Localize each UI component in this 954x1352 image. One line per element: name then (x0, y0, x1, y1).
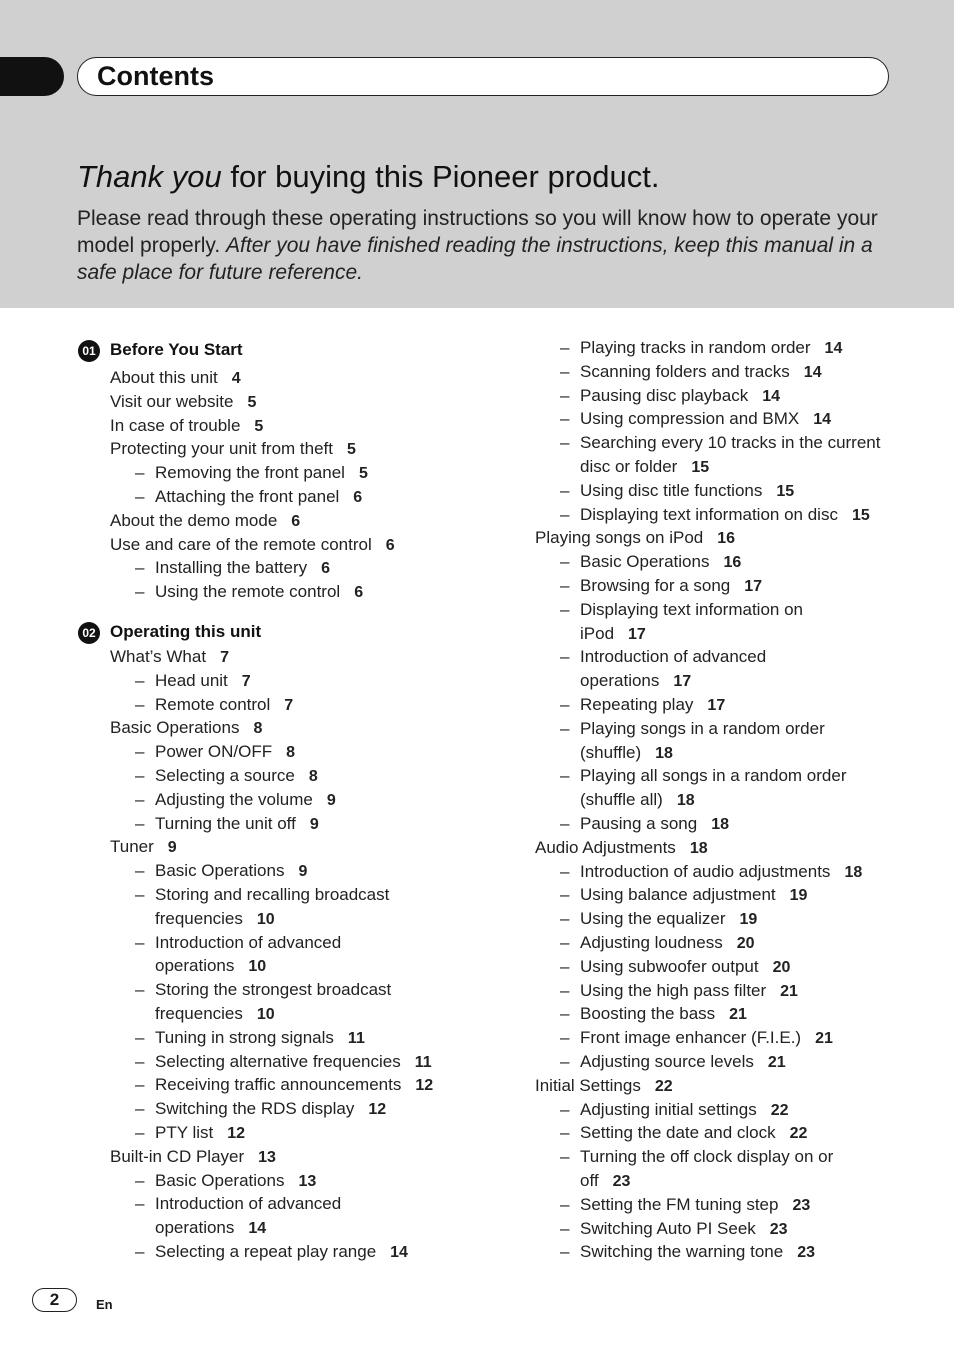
toc-entry-page: 8 (286, 744, 296, 762)
toc-entry-label: frequencies (155, 1004, 243, 1023)
toc-dash: – (560, 1123, 570, 1143)
toc-dash: – (560, 647, 570, 667)
toc-dash: – (560, 909, 570, 929)
toc-entry[interactable] (560, 1026, 833, 1051)
toc-entry[interactable] (560, 384, 781, 409)
toc-entry[interactable] (135, 740, 296, 765)
toc-dash: – (560, 1004, 570, 1024)
toc-entry-page: 16 (723, 554, 742, 572)
toc-dash: – (135, 861, 145, 881)
toc-entry-label: Browsing for a song (580, 576, 731, 595)
toc-entry-page: 9 (309, 815, 319, 833)
toc-entry-label: Switching Auto PI Seek (580, 1218, 756, 1238)
toc-entry[interactable] (560, 979, 798, 1004)
toc-entry-page: 23 (612, 1173, 631, 1190)
toc-entry-label: Storing the strongest broadcast (155, 980, 392, 1000)
intro-italic: After you have finished reading the instructions, keep this manual in a safe place for future reference. (77, 234, 873, 284)
toc-entry[interactable] (535, 526, 735, 551)
toc-entry-label: Introduction of advanced (155, 932, 342, 952)
toc-dash: – (560, 504, 570, 524)
toc-entry-label: Scanning folders and tracks (580, 361, 790, 381)
thanks-rest: for buying this Pioneer product. (221, 159, 660, 194)
toc-entry[interactable] (135, 764, 318, 789)
toc-entry-label: Selecting a source (155, 766, 295, 785)
toc-dash: – (560, 480, 570, 500)
toc-entry-page: 14 (762, 387, 781, 405)
toc-dash: – (560, 766, 570, 786)
toc-entry-label: Basic Operations (580, 552, 710, 572)
toc-entry[interactable] (580, 455, 709, 480)
toc-entry-label: Attaching the front panel (155, 487, 340, 506)
toc-dash: – (135, 463, 145, 483)
toc-dash: – (135, 813, 145, 833)
toc-entry[interactable] (135, 693, 294, 718)
toc-entry[interactable] (135, 978, 392, 1002)
toc-entry[interactable] (135, 485, 363, 510)
toc-entry[interactable] (580, 1169, 630, 1194)
toc-entry[interactable] (110, 645, 229, 670)
toc-entry-page: 20 (736, 935, 755, 952)
toc-entry[interactable] (535, 836, 708, 861)
toc-dash: – (560, 718, 570, 738)
toc-dash: – (135, 1027, 145, 1047)
toc-entry-label: Power ON/OFF (155, 742, 273, 762)
toc-entry[interactable] (560, 693, 726, 718)
toc-entry-label: Introduction of advanced (155, 1194, 342, 1214)
toc-entry-page: 17 (744, 578, 763, 595)
toc-entry-page: 21 (729, 1006, 747, 1024)
toc-entry[interactable] (110, 533, 395, 558)
toc-entry-label: Adjusting loudness (580, 933, 723, 952)
toc-entry[interactable] (135, 812, 319, 837)
toc-entry-label: Adjusting initial settings (580, 1099, 757, 1119)
toc-dash: – (560, 599, 570, 619)
toc-dash: – (560, 1099, 570, 1119)
toc-entry-label: Tuner (110, 837, 154, 857)
toc-dash: – (135, 487, 145, 506)
toc-entry[interactable] (110, 390, 256, 415)
toc-dash: – (560, 552, 570, 572)
toc-entry-label: Front image enhancer (F.I.E.) (580, 1028, 802, 1048)
section-title-02: Operating this unit (110, 622, 262, 641)
toc-entry-page: 22 (770, 1101, 789, 1119)
toc-entry-label: About the demo mode (110, 510, 278, 530)
toc-entry-label: Playing songs on iPod (535, 528, 704, 548)
toc-dash: – (560, 814, 570, 833)
toc-entry[interactable] (135, 1240, 408, 1265)
toc-entry[interactable] (560, 1240, 815, 1265)
toc-entry[interactable] (580, 669, 691, 694)
toc-dash: – (135, 1123, 145, 1142)
toc-entry-label: Boosting the bass (580, 1004, 716, 1024)
toc-dash: – (560, 933, 570, 952)
toc-entry[interactable] (560, 860, 863, 885)
toc-entry-page: 5 (247, 393, 257, 411)
toc-entry[interactable] (155, 907, 275, 932)
toc-dash: – (560, 956, 570, 976)
toc-dash: – (560, 1242, 570, 1262)
toc-entry-label: frequencies (155, 908, 243, 928)
toc-entry-label: Initial Settings (535, 1075, 641, 1095)
toc-entry-page: 15 (776, 482, 795, 500)
toc-dash: – (560, 409, 570, 429)
toc-entry[interactable] (135, 859, 308, 884)
toc-entry-page: 7 (284, 696, 294, 714)
toc-entry[interactable] (560, 503, 870, 528)
toc-entry-page: 12 (227, 1125, 246, 1142)
toc-entry-label: Installing the battery (155, 558, 308, 578)
toc-entry-page: 13 (298, 1172, 317, 1190)
toc-entry-page: 15 (851, 506, 870, 524)
toc-entry[interactable] (580, 741, 673, 766)
toc-entry[interactable] (110, 1145, 276, 1170)
toc-entry[interactable] (135, 883, 390, 907)
toc-dash: – (135, 766, 145, 785)
toc-entry[interactable] (560, 1193, 811, 1218)
toc-entry-label: Using subwoofer output (580, 956, 759, 976)
toc-entry-label: off (580, 1171, 599, 1190)
toc-dash: – (560, 361, 570, 381)
toc-dash: – (135, 1099, 145, 1119)
toc-entry-page: 14 (390, 1244, 408, 1261)
toc-entry-page: 6 (321, 560, 331, 578)
toc-entry-label: Basic Operations (155, 1170, 285, 1190)
toc-entry-label: Playing songs in a random order (580, 718, 825, 738)
toc-entry[interactable] (135, 1121, 246, 1146)
toc-entry[interactable] (135, 1192, 342, 1216)
toc-dash: – (135, 694, 145, 714)
toc-entry-label: Turning the off clock display on or (580, 1147, 834, 1167)
toc-entry-label: Selecting a repeat play range (155, 1242, 377, 1261)
toc-entry[interactable] (560, 1098, 789, 1123)
toc-entry-page: 12 (368, 1101, 387, 1119)
toc-entry-label: Built-in CD Player (110, 1146, 245, 1166)
toc-entry-label: Basic Operations (155, 861, 285, 881)
toc-dash: – (560, 1218, 570, 1238)
toc-entry-page: 18 (655, 744, 673, 762)
toc-entry[interactable] (135, 556, 331, 581)
toc-entry-page: 17 (707, 697, 726, 714)
toc-entry-page: 17 (628, 625, 646, 643)
toc-entry-label: Visit our website (110, 391, 234, 411)
toc-entry-page: 21 (780, 982, 798, 1000)
toc-entry-label: Tuning in strong signals (155, 1027, 334, 1047)
toc-dash: – (135, 1075, 145, 1095)
toc-entry[interactable] (135, 461, 368, 486)
toc-dash: – (560, 338, 570, 357)
toc-dash: – (560, 980, 570, 1000)
toc-dash: – (560, 861, 570, 881)
toc-entry-label: (shuffle all) (580, 790, 663, 810)
toc-entry-label: Pausing a song (580, 814, 698, 833)
toc-entry-label: Switching the RDS display (155, 1099, 355, 1119)
toc-entry[interactable] (560, 955, 791, 980)
toc-entry-page: 6 (291, 512, 301, 530)
toc-entry-label: Using the high pass filter (580, 980, 767, 1000)
toc-dash: – (560, 1147, 570, 1167)
toc-entry[interactable] (110, 366, 241, 391)
toc-entry-label: Introduction of audio adjustments (580, 861, 831, 881)
section-tab-marker (0, 57, 64, 96)
language-label: En (96, 1297, 113, 1312)
toc-entry[interactable] (560, 431, 881, 455)
toc-entry-label: What’s What (110, 647, 207, 666)
toc-entry-label: operations (155, 1218, 235, 1238)
toc-entry-label: Protecting your unit from theft (110, 439, 333, 459)
toc-entry-page: 8 (308, 768, 318, 785)
toc-dash: – (135, 582, 145, 602)
toc-entry-page: 22 (654, 1077, 673, 1095)
toc-entry[interactable] (135, 931, 342, 955)
toc-entry-label: disc or folder (580, 457, 678, 476)
toc-entry-label: Using compression and BMX (580, 409, 800, 429)
toc-entry-label: About this unit (110, 368, 218, 387)
toc-entry-label: Head unit (155, 670, 228, 690)
intro-paragraph (77, 205, 897, 286)
section-title-01: Before You Start (110, 340, 243, 359)
toc-entry-label: Audio Adjustments (535, 837, 676, 857)
toc-entry[interactable] (110, 509, 300, 534)
toc-entry[interactable] (560, 812, 729, 837)
toc-entry-label: Displaying text information on (580, 599, 804, 619)
toc-entry[interactable] (560, 645, 767, 669)
toc-dash: – (560, 1052, 570, 1071)
toc-entry[interactable] (110, 414, 263, 439)
toc-entry-page: 18 (844, 863, 863, 881)
toc-entry-page: 4 (231, 370, 241, 387)
toc-entry-label: Remote control (155, 694, 271, 714)
toc-entry-page: 6 (385, 536, 395, 554)
section-badge-02: 02 (78, 622, 100, 644)
toc-entry[interactable] (135, 1073, 434, 1098)
toc-entry[interactable] (135, 580, 364, 605)
toc-entry-label: Adjusting source levels (580, 1052, 754, 1071)
toc-entry[interactable] (110, 437, 356, 462)
toc-dash: – (135, 932, 145, 952)
toc-entry[interactable] (135, 1050, 432, 1075)
toc-entry-page: 20 (772, 958, 791, 976)
toc-entry-label: Use and care of the remote control (110, 534, 372, 554)
toc-entry-page: 9 (326, 791, 336, 809)
intro-plain: Please read through these operating instructions so you will know how to operate your model properly. (77, 207, 878, 257)
toc-dash: – (135, 1242, 145, 1261)
toc-entry-label: Playing all songs in a random order (580, 766, 847, 786)
toc-entry[interactable] (155, 954, 266, 979)
toc-entry-label: Setting the FM tuning step (580, 1194, 779, 1214)
toc-entry-label: Using disc title functions (580, 480, 763, 500)
toc-entry-page: 14 (248, 1220, 267, 1238)
toc-entry-page: 10 (256, 910, 275, 928)
toc-entry-page: 22 (789, 1125, 808, 1143)
toc-entry-page: 23 (769, 1220, 788, 1238)
section-badge-01: 01 (78, 340, 100, 362)
toc-entry[interactable] (135, 669, 251, 694)
toc-entry-label: PTY list (155, 1123, 214, 1142)
toc-dash: – (135, 670, 145, 690)
toc-entry-page: 19 (739, 911, 758, 929)
toc-dash: – (560, 695, 570, 714)
toc-dash: – (135, 980, 145, 1000)
toc-entry[interactable] (560, 717, 825, 741)
toc-entry-label: Setting the date and clock (580, 1123, 776, 1143)
toc-entry[interactable] (135, 1097, 387, 1122)
toc-entry-page: 9 (167, 839, 177, 857)
toc-dash: – (135, 885, 145, 904)
toc-entry[interactable] (135, 1026, 365, 1051)
toc-entry-page: 18 (711, 816, 729, 833)
toc-entry[interactable] (135, 1169, 317, 1194)
toc-dash: – (560, 1028, 570, 1048)
toc-entry-label: Removing the front panel (155, 463, 345, 483)
toc-dash: – (560, 576, 570, 595)
toc-entry-label: Using the equalizer (580, 909, 726, 929)
toc-entry[interactable] (535, 1074, 673, 1099)
toc-entry-label: Adjusting the volume (155, 789, 313, 809)
toc-entry[interactable] (560, 574, 763, 599)
toc-entry-page: 6 (353, 489, 363, 506)
toc-entry[interactable] (560, 1217, 788, 1242)
toc-dash: – (135, 742, 145, 762)
toc-entry-page: 11 (347, 1029, 365, 1047)
toc-dash: – (560, 433, 570, 453)
toc-entry-label: Basic Operations (110, 718, 240, 738)
toc-dash: – (135, 1170, 145, 1190)
toc-entry-page: 8 (253, 720, 263, 738)
toc-dash: – (135, 1194, 145, 1214)
toc-entry[interactable] (580, 622, 646, 647)
toc-entry[interactable] (560, 907, 758, 932)
toc-dash: – (560, 885, 570, 905)
toc-entry[interactable] (110, 716, 262, 741)
toc-entry-label: Using the remote control (155, 582, 341, 602)
toc-entry-label: Searching every 10 tracks in the current (580, 433, 881, 453)
toc-entry[interactable] (560, 1121, 808, 1146)
toc-dash: – (560, 385, 570, 405)
toc-entry-label: Displaying text information on disc (580, 504, 838, 524)
toc-entry-page: 23 (792, 1196, 811, 1214)
toc-entry-page: 7 (241, 672, 251, 690)
toc-entry[interactable] (560, 1145, 834, 1169)
toc-entry[interactable] (560, 598, 804, 622)
toc-entry-page: 21 (767, 1054, 786, 1071)
toc-entry[interactable] (135, 788, 336, 813)
toc-entry[interactable] (560, 764, 847, 788)
toc-entry-page: 9 (298, 863, 308, 881)
toc-entry-page: 10 (248, 958, 267, 976)
page-number: 2 (32, 1288, 77, 1312)
thanks-italic: Thank you (77, 159, 222, 194)
toc-entry-page: 16 (717, 530, 736, 548)
toc-entry-page: 11 (414, 1053, 432, 1071)
toc-entry-page: 17 (673, 673, 692, 691)
toc-entry-page: 5 (347, 441, 356, 459)
toc-entry-label: Receiving traffic announcements (155, 1075, 402, 1095)
toc-entry-label: In case of trouble (110, 415, 241, 435)
toc-dash: – (560, 1194, 570, 1214)
toc-entry[interactable] (560, 550, 742, 575)
toc-entry[interactable] (560, 883, 808, 908)
toc-entry-page: 5 (254, 417, 264, 435)
toc-dash: – (135, 1051, 145, 1071)
toc-entry-label: operations (155, 956, 235, 976)
toc-entry-label: Playing tracks in random order (580, 338, 811, 357)
toc-entry-label: Turning the unit off (155, 813, 296, 833)
toc-entry-page: 14 (813, 411, 832, 429)
toc-entry[interactable] (580, 788, 695, 813)
toc-entry-label: Using balance adjustment (580, 885, 776, 905)
toc-dash: – (135, 558, 145, 578)
toc-entry[interactable] (560, 360, 822, 385)
toc-entry-page: 12 (415, 1077, 434, 1095)
thanks-heading (77, 157, 659, 197)
toc-entry-label: Switching the warning tone (580, 1242, 784, 1262)
toc-entry-page: 19 (789, 887, 808, 905)
toc-entry-page: 21 (815, 1030, 833, 1048)
toc-entry-page: 5 (358, 465, 368, 483)
toc-entry[interactable] (560, 931, 755, 956)
toc-entry[interactable] (110, 835, 177, 860)
toc-entry-label: Repeating play (580, 695, 694, 714)
toc-entry-page: 23 (797, 1244, 815, 1262)
toc-entry[interactable] (155, 1216, 266, 1241)
toc-entry[interactable] (560, 479, 795, 504)
toc-entry-page: 14 (803, 363, 822, 381)
toc-entry-page: 14 (824, 340, 843, 357)
page-title: Contents (97, 61, 214, 91)
toc-entry-page: 18 (689, 839, 708, 857)
toc-entry-label: operations (580, 671, 660, 691)
toc-entry[interactable] (560, 1050, 786, 1075)
toc-dash: – (135, 789, 145, 809)
toc-entry-label: Pausing disc playback (580, 385, 749, 405)
toc-entry-page: 6 (354, 584, 364, 602)
toc-entry[interactable] (560, 407, 832, 432)
toc-entry-page: 10 (256, 1006, 275, 1023)
toc-entry[interactable] (560, 1002, 747, 1027)
toc-entry-label: Storing and recalling broadcast (155, 885, 390, 904)
toc-entry[interactable] (560, 336, 843, 361)
toc-entry-label: iPod (580, 623, 615, 643)
toc-entry-page: 13 (258, 1148, 276, 1166)
toc-entry[interactable] (155, 1002, 275, 1027)
toc-entry-page: 15 (691, 459, 710, 476)
toc-entry-page: 18 (676, 792, 695, 810)
toc-entry-page: 7 (220, 649, 229, 666)
toc-entry-label: Selecting alternative frequencies (155, 1051, 401, 1071)
toc-entry-label: (shuffle) (580, 742, 642, 762)
toc-entry-label: Introduction of advanced (580, 647, 767, 667)
